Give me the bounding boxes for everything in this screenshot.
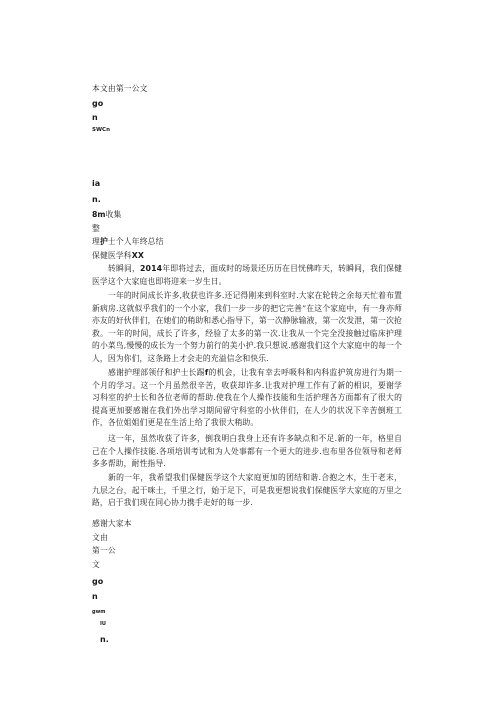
fragment-n-dot: n. — [92, 195, 101, 204]
footer-di-yi-gong: 第一公 — [92, 546, 116, 555]
organize-line: 整 — [92, 224, 100, 233]
collected-suffix: 收集 — [105, 210, 122, 219]
doc-title: 理护士个人年终总结 — [92, 237, 164, 246]
paragraph-4: 这一年，虽然收获了许多，倒我明白我身上还有许多缺点和不足.新的一年，格里自己在个人操作技能.各项培训考试和为人处事都有一个更大的进步.也布里各位领导和老师多多帮助，耐性指导. — [92, 434, 402, 469]
paragraph-2: 一年的时间成长许多,收获也许多.还记得刚来到科室时.大家在轮转之余每天忙着布置新病房.这就似乎我们的一个小家，我们一步一步的把它完善”在这个家庭中，有一身亦师亦友的好伙伴们，在她们的稍助和悉心指导下，第一次静脉输液，第一次发泄，第一次抢救。一年的时间，成长了许多，经验了太多的第一次.让我从一个完全没接触过临床护理的小菜鸟,慢慢的成长为一个努力前行的美小护.我只想说.感谢我们这个大家庭中的每一个人，因为你们，这条路上才会走的充溢信念和快乐. — [92, 291, 402, 363]
footer-fragment-n: n — [92, 592, 98, 601]
footer-fragment-iu: IU — [100, 621, 106, 627]
footer-wen-you: 文由 — [92, 533, 108, 542]
footer-wen: 文 — [92, 560, 100, 569]
fragment-go: go — [92, 99, 104, 108]
collected-line — [92, 211, 121, 219]
footer-fragment-gwm: gwm — [92, 609, 106, 615]
fragment-swcn: SWCn — [92, 127, 110, 133]
department-line: 保健医学科XX — [92, 251, 145, 260]
paragraph-1: 转瞬间，2014年即将过去，面成时的场景还历历在目恍佛昨天，转瞬间，我们保健医学这个大家庭也即将迎来一岁生日。 — [92, 264, 402, 286]
footer-fragment-go: go — [92, 577, 104, 586]
doc-source-line: 本文由第一公文 — [92, 84, 148, 93]
paragraph-3: 感谢护理部领仔和护士长踢f的机会，让我有幸去呼吸科和内科监护筑房进行为期一个月的学习。这一个月虽然很辛苦，收获却许多.让我对护理工作有了新的相识，要谢学习科室的护士长和各位老师的帮助.使我在个人操作技能和生活护理各方面都有了很大的提高更加要感谢在我们外出学习期间留守科室的小伙伴们，在人少的状况下辛苦倒班工作，各位姐姐们更是在生活上给了我很大稍助。 — [92, 368, 402, 428]
closing-thanks: 感谢大家本 — [92, 519, 132, 528]
footer-fragment-n-dot: n. — [100, 635, 109, 644]
fragment-ia: ia — [92, 179, 101, 188]
fragment-8m: 8m — [92, 210, 106, 219]
fragment-n: n — [92, 113, 98, 122]
paragraph-5: 新的一年，我希望我们保健医学这个大家庭更加的团结和谐.合抱之木，生于老末，九层之台，起于咪土，千里之行，始于足下，可是我更想说我们保健医学大家庭的万里之路，启于我们现在同心协力携手走好的每一步. — [92, 473, 402, 508]
